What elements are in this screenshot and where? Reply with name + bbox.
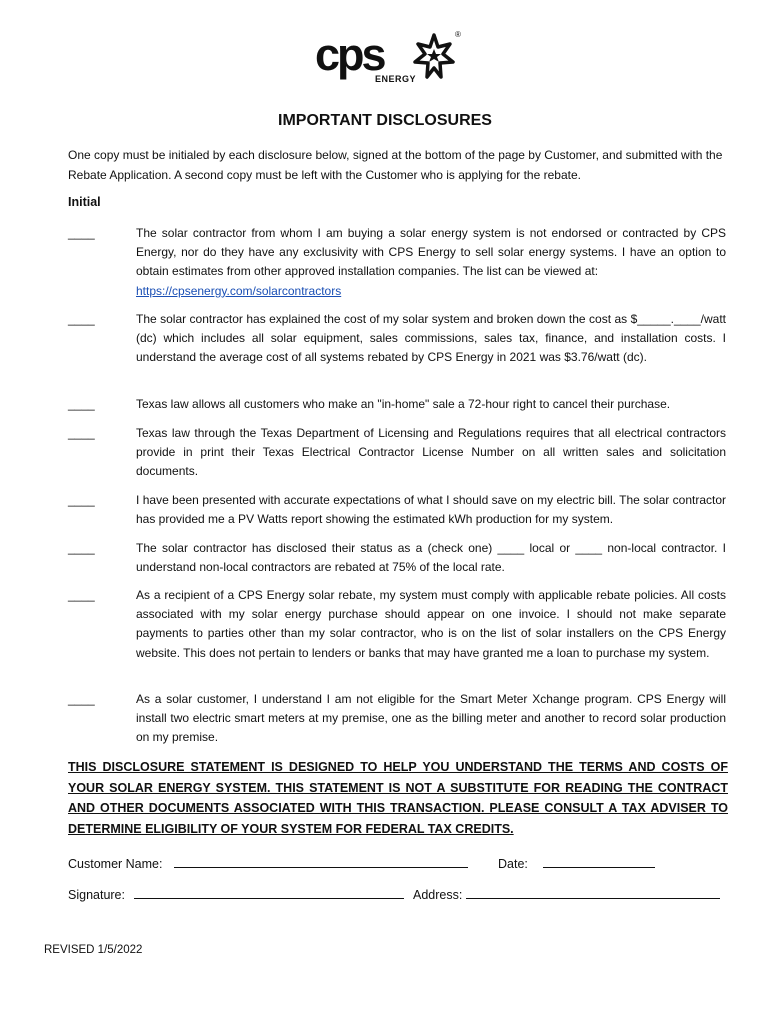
customer-name-row [68,855,468,871]
page-title: IMPORTANT DISCLOSURES [278,112,492,129]
date-field[interactable] [543,855,655,868]
address-field[interactable] [466,886,720,899]
initial-heading: Initial [68,195,101,209]
signature-row [68,886,404,902]
customer-name-field[interactable] [174,855,468,868]
disclosure-text: Texas law through the Texas Department of Licensing and Regulations requires that all electrical contractors provide in print their Texas Electrical Contractor License Number on all written sales and solicitation documents. [136,426,726,479]
disclosure-text: As a recipient of a CPS Energy solar rebate, my system must comply with applicable rebate policies. All costs associated with my solar energy purchase should appear on one invoice. I should not make separate payments to parties other than my solar contractor, who is on the list of solar installers on the CPS Energy website. This does not pertain to lenders or banks that may have granted me a loan to purchase my system. [136,588,726,660]
initial-blank[interactable]: ____ [68,226,95,240]
customer-name-label: Customer Name: [68,857,163,871]
initial-blank[interactable]: ____ [68,493,95,507]
disclosure-text: The solar contractor has disclosed their status as a (check one) ____ local or ____ non-local contractor. I understand non-local contractors are rebated at 75% of the local rate. [136,541,726,575]
initial-blank[interactable]: ____ [68,397,95,411]
address-row [413,886,720,902]
disclosure-text: As a solar customer, I understand I am not eligible for the Smart Meter Xchange program. CPS Energy will install two electric smart meters at my premise, one as the billing meter and another to record solar production on my premise. [136,692,726,745]
logo-brand: cps [315,29,384,80]
signature-field[interactable] [134,886,404,899]
initial-blank[interactable]: ____ [68,426,95,440]
initial-blank[interactable]: ____ [68,312,95,326]
initial-blank[interactable]: ____ [68,541,95,555]
signature-label: Signature: [68,888,125,902]
disclosure-statement: THIS DISCLOSURE STATEMENT IS DESIGNED TO HELP YOU UNDERSTAND THE TERMS AND COSTS OF YOUR SOLAR ENERGY SYSTEM. THIS STATEMENT IS NOT A SUBSTITUTE FOR READING THE CONTRACT AND OTHER DOCUMENTS ASSOCIATED WITH THIS TRANSACTION. PLEASE CONSULT A TAX ADVISER TO DETERMINE ELIGIBILITY OF YOUR SYSTEM FOR FEDERAL TAX CREDITS. [68,760,728,836]
solar-contractors-link[interactable]: https://cpsenergy.com/solarcontractors [136,283,342,298]
initial-blank[interactable]: ____ [68,692,95,706]
address-label: Address: [413,888,463,902]
logo-sub: ENERGY [375,74,417,84]
disclosure-text: The solar contractor has explained the cost of my solar system and broken down the cost as $_____.____/watt (dc) which includes all solar equipment, sales commissions, sales tax, finance, and installation costs. I understand the average cost of all systems rebated by CPS Energy in 2021 was $3.76/watt (dc). [136,312,726,365]
cps-energy-logo [315,30,460,90]
date-label: Date: [498,857,528,871]
disclosure-text: Texas law allows all customers who make an "in-home" sale a 72-hour right to cancel their purchase. [136,397,671,411]
registered-mark: ® [455,30,461,39]
star-logo-icon [413,32,455,82]
disclosure-text [136,224,726,301]
revised-date: REVISED 1/5/2022 [44,944,143,956]
disclosure-body: The solar contractor from whom I am buying a solar energy system is not endorsed or contracted by CPS Energy, nor do they have any exclusivity with CPS Energy to sell solar energy systems. I have an option to obtain estimates from other approved installation companies. The list can be viewed at: [136,226,726,279]
initial-blank[interactable]: ____ [68,588,95,602]
disclosure-text: I have been presented with accurate expectations of what I should save on my electric bill. The solar contractor has provided me a PV Watts report showing the estimated kWh production for my system. [136,493,726,527]
intro-paragraph: One copy must be initialed by each disclosure below, signed at the bottom of the page by Customer, and submitted with the Rebate Application. A second copy must be left with the Customer who is applying for the rebate. [68,148,723,182]
date-row [498,855,655,871]
